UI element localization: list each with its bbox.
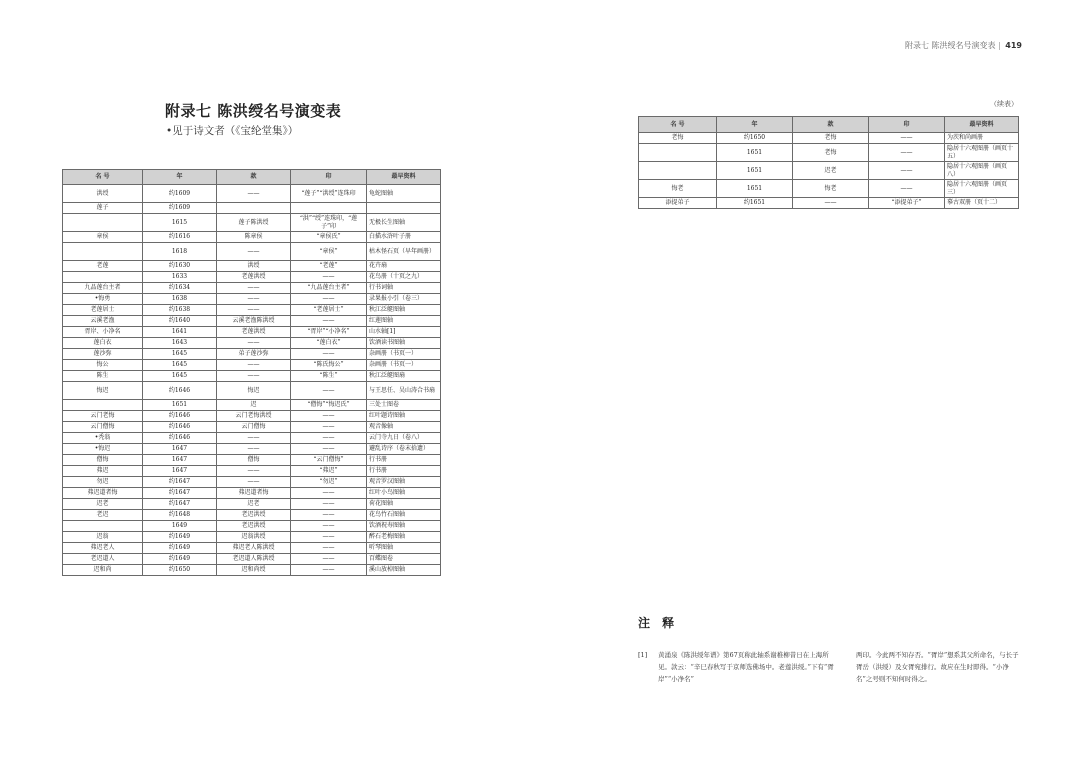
cell-seal: —— [291, 382, 367, 400]
cell-seal: —— [291, 565, 367, 576]
cell-year: 约1616 [143, 232, 217, 243]
cell-name: 迟翁 [63, 532, 143, 543]
table-row [63, 466, 441, 477]
cell-source [367, 203, 441, 214]
table-row [63, 243, 441, 261]
cell-name: 云门僧悔 [63, 422, 143, 433]
cell-source: 百蝶图卷 [367, 554, 441, 565]
cell-name: 迟和尚 [63, 565, 143, 576]
cell-inscription: 悔迟 [217, 382, 291, 400]
cell-inscription: 老迟道人陈洪绶 [217, 554, 291, 565]
cell-year: 约1650 [143, 565, 217, 576]
cell-inscription: 陈章侯 [217, 232, 291, 243]
notes-heading: 注 释 [638, 616, 679, 630]
cell-source: 红叶题诗图轴 [367, 411, 441, 422]
cell-seal: —— [291, 422, 367, 433]
cell-source: 山水轴[1] [367, 327, 441, 338]
header-source: 最早资料 [945, 117, 1019, 133]
cell-year: 约1651 [717, 198, 793, 209]
cell-seal: “添提弟子” [869, 198, 945, 209]
cell-inscription: 莲子陈洪绶 [217, 214, 291, 232]
cell-source: 听琴图轴 [367, 543, 441, 554]
cell-seal: “洪”“绶”连珠印，“莲子”印 [291, 214, 367, 232]
table-row [63, 371, 441, 382]
cell-source: 白描水浒叶子册 [367, 232, 441, 243]
cell-name [639, 144, 717, 162]
cell-year: 约1647 [143, 488, 217, 499]
cell-source: 摹古双册（页十二） [945, 198, 1019, 209]
cell-source: 杂画册（书页一） [367, 349, 441, 360]
cell-year: 约1640 [143, 316, 217, 327]
cell-seal: —— [291, 272, 367, 283]
cell-source: 三处士图卷 [367, 400, 441, 411]
cell-source: 行书册 [367, 455, 441, 466]
cell-source: 饮酒祝寿图轴 [367, 521, 441, 532]
cell-seal: —— [291, 433, 367, 444]
cell-name: 勿迟 [63, 477, 143, 488]
table-row [639, 162, 1019, 180]
cell-name: •秃翁 [63, 433, 143, 444]
cell-year: 约1630 [143, 261, 217, 272]
cell-seal: —— [291, 294, 367, 305]
cell-seal: “陈生” [291, 371, 367, 382]
running-header: 附录七 陈洪绶名号演变表 | 419 [904, 41, 1022, 50]
cell-inscription: 老迟洪绶 [217, 521, 291, 532]
cell-name: 云门老悔 [63, 411, 143, 422]
cell-inscription: —— [217, 294, 291, 305]
cell-seal: “九品莲台主者” [291, 283, 367, 294]
cell-inscription: —— [217, 466, 291, 477]
cell-source: 为茨和尚画册 [945, 133, 1019, 144]
footnote-number: [1] [638, 651, 648, 659]
cell-seal: —— [291, 488, 367, 499]
cell-source: 红莲图轴 [367, 316, 441, 327]
cell-seal: “勿迟” [291, 477, 367, 488]
cell-year: 约1609 [143, 203, 217, 214]
cell-source: 醉石老梅图轴 [367, 532, 441, 543]
cell-inscription: 弗迟老人陈洪绶 [217, 543, 291, 554]
header-name: 名 号 [63, 170, 143, 185]
cell-year: 1651 [717, 144, 793, 162]
cell-name [63, 521, 143, 532]
cell-year: 1647 [143, 455, 217, 466]
cell-year: 约1647 [143, 499, 217, 510]
cell-seal: “莲白衣” [291, 338, 367, 349]
cell-name: 老莲 [63, 261, 143, 272]
table-row [63, 433, 441, 444]
cell-year: 1643 [143, 338, 217, 349]
table-row [639, 180, 1019, 198]
table-row [63, 338, 441, 349]
table-row [63, 349, 441, 360]
cell-inscription: 云门老悔洪绶 [217, 411, 291, 422]
cell-source: 与王思任、吴山涛合书扇 [367, 382, 441, 400]
cell-name: 老迟 [63, 510, 143, 521]
cell-inscription: 老悔 [793, 144, 869, 162]
cell-name [63, 400, 143, 411]
table-body [63, 185, 441, 576]
cell-source: 杂画册（书页一） [367, 360, 441, 371]
cell-seal: “章侯” [291, 243, 367, 261]
cell-inscription [217, 203, 291, 214]
table-row [63, 521, 441, 532]
cell-inscription: 迟 [217, 400, 291, 411]
cell-year: 约1649 [143, 543, 217, 554]
cell-name: 云溪老渔 [63, 316, 143, 327]
cell-inscription: —— [217, 433, 291, 444]
cell-year: 1647 [143, 444, 217, 455]
table-row [63, 488, 441, 499]
header-name: 名 号 [639, 117, 717, 133]
table-row [63, 400, 441, 411]
table-row [63, 316, 441, 327]
cell-name: 老悔 [639, 133, 717, 144]
cell-source: 秋江泛艇图扇 [367, 371, 441, 382]
table-row [63, 554, 441, 565]
cell-inscription: —— [217, 444, 291, 455]
cell-inscription: —— [217, 243, 291, 261]
cell-year: 1645 [143, 371, 217, 382]
cell-inscription: —— [217, 185, 291, 203]
cell-seal: “胥岸”“小净名” [291, 327, 367, 338]
cell-inscription: —— [793, 198, 869, 209]
cell-name: 老迟道人 [63, 554, 143, 565]
cell-seal: “弗迟” [291, 466, 367, 477]
cell-source: 荷花图轴 [367, 499, 441, 510]
cell-seal: —— [869, 180, 945, 198]
name-evolution-table-continued [638, 116, 1019, 209]
cell-source: 行书册 [367, 466, 441, 477]
cell-inscription: 僧悔 [217, 455, 291, 466]
header-section: 附录七 陈洪绶名号演变表 [904, 41, 996, 50]
cell-year: 约1649 [143, 532, 217, 543]
cell-source: 花鸟册（十页之九） [367, 272, 441, 283]
cell-inscription: —— [217, 338, 291, 349]
cell-inscription: —— [217, 371, 291, 382]
cell-name: 悔迟 [63, 382, 143, 400]
cell-seal: “莲子”“洪绶”连珠印 [291, 185, 367, 203]
table-row [639, 144, 1019, 162]
cell-seal: —— [869, 144, 945, 162]
cell-year: 约1609 [143, 185, 217, 203]
cell-year: 1651 [143, 400, 217, 411]
cell-name [63, 243, 143, 261]
cell-inscription: 老莲洪绶 [217, 272, 291, 283]
cell-year: 1618 [143, 243, 217, 261]
footnote-text-col1: 黄涌泉《陈洪绶年谱》第67页称此轴系谢稚柳昔日在上海所见。款云：“辛巳春秋写于京师选佛场中。老莲洪绶。”下有“胥岸”“小净名” [658, 651, 834, 683]
table-row [63, 422, 441, 433]
cell-name: 章侯 [63, 232, 143, 243]
table-row [63, 185, 441, 203]
cell-name: 九品莲台主者 [63, 283, 143, 294]
cell-name: •悔迟 [63, 444, 143, 455]
cell-year: 约1648 [143, 510, 217, 521]
cell-inscription: 弟子莲沙弥 [217, 349, 291, 360]
cell-source: 无极长生图轴 [367, 214, 441, 232]
cell-seal: —— [291, 543, 367, 554]
cell-seal: “老莲居士” [291, 305, 367, 316]
cell-seal [291, 203, 367, 214]
cell-inscription: 迟和尚绶 [217, 565, 291, 576]
header-inscription: 款 [217, 170, 291, 185]
cell-name: 莲沙弥 [63, 349, 143, 360]
cell-year: 1641 [143, 327, 217, 338]
cell-name: 洪绶 [63, 185, 143, 203]
cell-seal: “老莲” [291, 261, 367, 272]
cell-seal: “僧悔”“悔迟氏” [291, 400, 367, 411]
cell-seal: “章侯氏” [291, 232, 367, 243]
cell-source: 隐居十六观图册（画页三） [945, 180, 1019, 198]
cell-name: 弗迟老人 [63, 543, 143, 554]
cell-seal: —— [291, 349, 367, 360]
header-seal: 印 [869, 117, 945, 133]
table-row [63, 261, 441, 272]
cell-inscription: —— [217, 305, 291, 316]
table-row [63, 283, 441, 294]
cell-inscription: 老迟洪绶 [217, 510, 291, 521]
cell-inscription: —— [217, 283, 291, 294]
cell-seal: —— [291, 411, 367, 422]
cell-inscription: —— [217, 360, 291, 371]
cell-name: 胥岸、小净名 [63, 327, 143, 338]
cell-year: 约1646 [143, 422, 217, 433]
cell-name [63, 272, 143, 283]
cell-name: 老莲居士 [63, 305, 143, 316]
cell-year: 约1638 [143, 305, 217, 316]
continued-label: （续表） [990, 100, 1018, 108]
cell-name: 迟老 [63, 499, 143, 510]
table-row [63, 214, 441, 232]
cell-seal: —— [291, 521, 367, 532]
table-body [639, 133, 1019, 209]
cell-source: 龟蛇图轴 [367, 185, 441, 203]
page-number: 419 [1005, 41, 1022, 50]
cell-source: 红叶小鸟图轴 [367, 488, 441, 499]
cell-seal: —— [291, 510, 367, 521]
cell-source: 枯木怪石页（早年画册） [367, 243, 441, 261]
table-row [63, 232, 441, 243]
cell-year: 约1650 [717, 133, 793, 144]
table-row [63, 510, 441, 521]
cell-seal: “陈氏悔公” [291, 360, 367, 371]
header-year: 年 [143, 170, 217, 185]
cell-year: 约1646 [143, 382, 217, 400]
cell-source: 花鸟竹石图轴 [367, 510, 441, 521]
cell-source: 隐居十六观图册（画页十五） [945, 144, 1019, 162]
table-row [639, 198, 1019, 209]
cell-year: 约1634 [143, 283, 217, 294]
cell-year: 1647 [143, 466, 217, 477]
header-year: 年 [717, 117, 793, 133]
page-subtitle: •见于诗文者（《宝纶堂集》） [166, 125, 299, 137]
cell-name [63, 214, 143, 232]
cell-inscription: 弗迟道者悔 [217, 488, 291, 499]
cell-source: 秋江泛艇图轴 [367, 305, 441, 316]
cell-name: 陈生 [63, 371, 143, 382]
table-row [63, 203, 441, 214]
cell-name: 弗迟道者悔 [63, 488, 143, 499]
table-row [63, 499, 441, 510]
cell-seal: —— [291, 532, 367, 543]
cell-source: 花卉扇 [367, 261, 441, 272]
table-row [63, 565, 441, 576]
cell-inscription: 云门僧悔 [217, 422, 291, 433]
cell-seal: —— [291, 499, 367, 510]
table-row [63, 477, 441, 488]
table-row [63, 411, 441, 422]
cell-source: 录果报小引（卷三） [367, 294, 441, 305]
cell-source: 避乱诗序（卷末拾遗） [367, 444, 441, 455]
cell-name: 莲白衣 [63, 338, 143, 349]
table-row [63, 294, 441, 305]
cell-inscription: 悔老 [793, 180, 869, 198]
cell-year: 1651 [717, 162, 793, 180]
cell-seal: —— [869, 162, 945, 180]
cell-name: 悔老 [639, 180, 717, 198]
cell-inscription: —— [217, 477, 291, 488]
name-evolution-table [62, 169, 441, 576]
cell-name: 僧悔 [63, 455, 143, 466]
table-row [63, 305, 441, 316]
cell-inscription: 老悔 [793, 133, 869, 144]
cell-inscription: 迟翁洪绶 [217, 532, 291, 543]
cell-year: 约1646 [143, 411, 217, 422]
cell-inscription: 洪绶 [217, 261, 291, 272]
page-title: 附录七 陈洪绶名号演变表 [165, 102, 342, 120]
header-seal: 印 [291, 170, 367, 185]
cell-inscription: 迟老 [793, 162, 869, 180]
cell-name: •悔勇 [63, 294, 143, 305]
table-row [639, 133, 1019, 144]
cell-seal: —— [291, 444, 367, 455]
cell-name [639, 162, 717, 180]
cell-seal: —— [291, 554, 367, 565]
table-row [63, 360, 441, 371]
table-row [63, 455, 441, 466]
cell-inscription: 迟老 [217, 499, 291, 510]
cell-year: 约1649 [143, 554, 217, 565]
cell-year: 1649 [143, 521, 217, 532]
cell-name: 莲子 [63, 203, 143, 214]
cell-year: 1638 [143, 294, 217, 305]
cell-seal: —— [869, 133, 945, 144]
cell-year: 1633 [143, 272, 217, 283]
header-inscription: 款 [793, 117, 869, 133]
table-row [63, 382, 441, 400]
cell-source: 观音罗汉图轴 [367, 477, 441, 488]
cell-year: 1615 [143, 214, 217, 232]
header-source: 最早资料 [367, 170, 441, 185]
cell-inscription: 老莲洪绶 [217, 327, 291, 338]
cell-seal: “云门僧悔” [291, 455, 367, 466]
cell-source: 隐居十六观图册（画页八） [945, 162, 1019, 180]
cell-inscription: 云溪老渔陈洪绶 [217, 316, 291, 327]
cell-year: 约1647 [143, 477, 217, 488]
table-row [63, 543, 441, 554]
cell-source: 云门寺九日（卷八） [367, 433, 441, 444]
cell-seal: —— [291, 316, 367, 327]
cell-year: 1651 [717, 180, 793, 198]
cell-year: 约1646 [143, 433, 217, 444]
cell-year: 1645 [143, 349, 217, 360]
table-row [63, 532, 441, 543]
cell-year: 1645 [143, 360, 217, 371]
footnote-text-col2: 两印。今此两不知存否。“胥岸”想系其父所命名，与长子胥岳（洪绶）及女胥宛排行。故应在生时即得。“小净名”之号则不知何时得之。 [856, 651, 1019, 683]
table-row [63, 327, 441, 338]
table-row [63, 444, 441, 455]
cell-name: 添提弟子 [639, 198, 717, 209]
cell-name: 弗迟 [63, 466, 143, 477]
cell-source: 溪山放棹图轴 [367, 565, 441, 576]
cell-source: 观音像轴 [367, 422, 441, 433]
cell-source: 饮酒读书图轴 [367, 338, 441, 349]
table-row [63, 272, 441, 283]
cell-source: 行书词轴 [367, 283, 441, 294]
cell-name: 悔公 [63, 360, 143, 371]
